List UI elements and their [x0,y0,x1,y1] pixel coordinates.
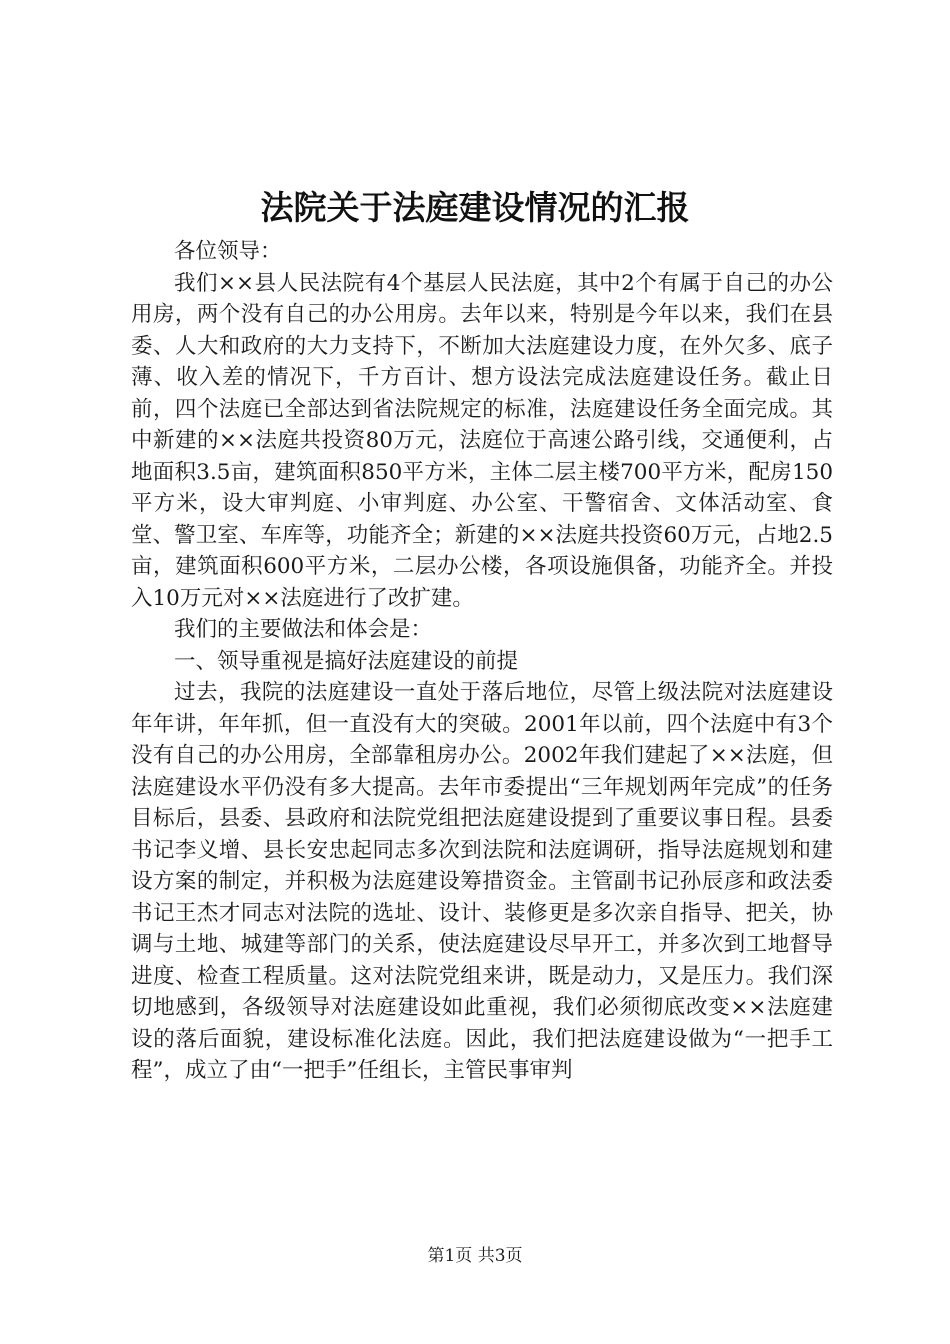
salutation-paragraph: 各位领导： [174,239,282,264]
document-title: 法院关于法庭建设情况的汇报 [260,188,690,227]
document-body [131,236,833,1087]
section-1-paragraph: 过去，我院的法庭建设一直处于落后地位，尽管上级法院对法庭建设年年讲，年年抓，但一直没有大的突破。2001年以前，四个法庭中有3个没有自己的办公用房，全部靠租房办公。2002年我们建起了××法庭，但法庭建设水平仍没有多大提高。去年市委提出“三年规划两年完成”的任务目标后，县委、县政府和法院党组把法庭建设提到了重要议事日程。县委书记李义增、县长安忠起同志多次到法院和法庭调研，指导法庭规划和建设方案的制定，并积极为法庭建设筹措资金。主管副书记孙辰彦和政法委书记王杰才同志对法院的选址、设计、装修更是多次亲自指导、把关，协调与土地、城建等部门的关系，使法庭建设尽早开工，并多次到工地督导进度、检查工程质量。这对法院党组来讲，既是动力，又是压力。我们深切地感到，各级领导对法庭建设如此重视，我们必须彻底改变××法庭建设的落后面貌，建设标准化法庭。因此，我们把法庭建设做为“一把手工程”，成立了由“一把手”任组长，主管民事审判 [131,680,833,1083]
page-number-footer: 第1页 共3页 [427,1246,523,1266]
section-heading-1: 一、领导重视是搞好法庭建设的前提 [174,648,519,674]
intro-paragraph: 我们××县人民法院有4个基层人民法庭，其中2个有属于自己的办公用房，两个没有自己的办公用房。去年以来，特别是今年以来，我们在县委、人大和政府的大力支持下，不断加大法庭建设力度，在外欠多、底子薄、收入差的情况下，千方百计、想方设法完成法庭建设任务。截止日前，四个法庭已全部达到省法院规定的标准，法庭建设任务全面完成。其中新建的××法庭共投资80万元，法庭位于高速公路引线，交通便利，占地面积3.5亩，建筑面积850平方米，主体二层主楼700平方米，配房150平方米，设大审判庭、小审判庭、办公室、干警宿舍、文体活动室、食堂、警卫室、车库等，功能齐全；新建的××法庭共投资60万元，占地2.5亩，建筑面积600平方米，二层办公楼，各项设施俱备，功能齐全。并投入10万元对××法庭进行了改扩建。 [131,270,833,611]
practices-lead-paragraph: 我们的主要做法和体会是： [174,617,433,642]
